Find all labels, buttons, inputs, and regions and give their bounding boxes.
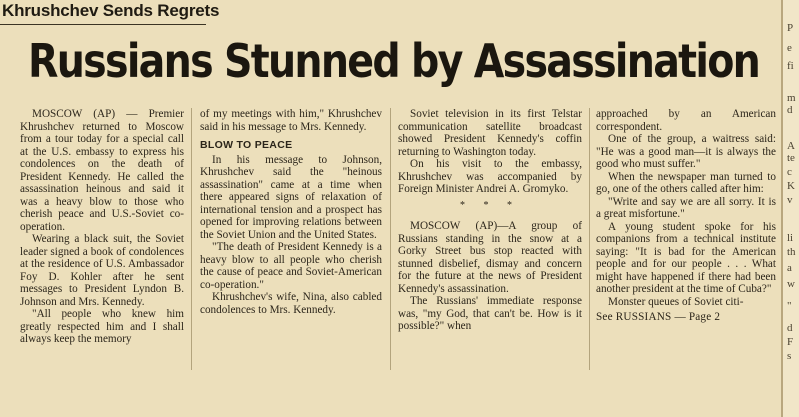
edge-fragment-text: F — [787, 336, 794, 348]
edge-fragment-text: c — [787, 166, 792, 178]
edge-fragment-text: te — [787, 152, 795, 164]
edge-fragment-text: d — [787, 322, 793, 334]
edge-fragment-text: A — [787, 140, 795, 152]
edge-fragment-text: a — [787, 262, 792, 274]
paragraph: MOSCOW (AP) — Premier Khrushchev returned to Moscow from a tour today for a special call at the U.S. embassy to express his condolences on the death of President Kennedy. He called the assassination heinous and said it was a heavy blow to those who cherish peace and U.S.-Soviet co-operation. — [20, 108, 184, 233]
paragraph: "The death of President Kennedy is a heavy blow to all people who cherish the cause of peace and Soviet-American co-operation." — [200, 241, 382, 291]
edge-fragment-text: d — [787, 104, 793, 116]
kicker-headline: Khrushchev Sends Regrets — [2, 1, 220, 20]
edge-fragment-text: s — [787, 350, 792, 362]
column-divider — [390, 108, 391, 370]
column-divider — [589, 108, 590, 370]
paragraph: A young student spoke for his companions from a technical institute saying: "It is bad for the American people and for our people . . . What might have happened if there had been another president at the time of Cuba?" — [596, 220, 776, 295]
edge-fragment-text: w — [787, 278, 795, 290]
paragraph: Monster queues of Soviet citi- — [608, 295, 744, 308]
edge-fragment-text: th — [787, 246, 796, 258]
paragraph: Khrushchev's wife, Nina, also cabled condolences to Mrs. Kennedy. — [200, 291, 382, 316]
continuation-line: See RUSSIANS — Page 2 — [596, 311, 721, 323]
paragraph: "Write and say we are all sorry. It is a great misfortune." — [596, 195, 776, 220]
paragraph: One of the group, a waitress said: "He was a good man—it is always the good who must suffer." — [596, 133, 776, 170]
article-column-2 — [200, 108, 382, 316]
kicker-rule — [0, 24, 206, 25]
edge-fragment-text: " — [787, 300, 792, 312]
adjacent-clipping-fragment — [783, 0, 799, 417]
edge-fragment-text: P — [787, 22, 794, 34]
edge-fragment-text: m — [787, 92, 796, 104]
article-column-4 — [596, 108, 776, 324]
paragraph: In his message to Johnson, Khrushchev said the "heinous assassination" came at a time when there appeared signs of relaxation of international tension and a prospect has opened for improving relations between the Soviet Union and the United States. — [200, 153, 382, 241]
main-headline: Russians Stunned by Assassination — [28, 34, 760, 88]
subheading: BLOW TO PEACE — [200, 139, 293, 151]
edge-fragment-text: v — [787, 194, 793, 206]
article-column-1 — [20, 108, 184, 346]
article-column-3 — [398, 108, 582, 333]
paragraph: of my meetings with him," Khrushchev said in his message to Mrs. Kennedy. — [200, 108, 382, 133]
paragraph: MOSCOW (AP)—A group of Russians standing in the snow at a Gorky Street bus stop reacted with stunned disbelief, dismay and concern for the future at the news of President Kennedy's assassination. — [398, 220, 582, 295]
edge-fragment-text: li — [787, 232, 794, 244]
edge-fragment-text: K — [787, 180, 795, 192]
paragraph: The Russians' immediate response was, "my God, that can't be. How is it possible?" when — [398, 295, 582, 332]
paragraph: Soviet television in its first Telstar communication satellite broadcast showed President Kennedy's coffin returning to Washington today. — [398, 108, 582, 158]
paragraph: "All people who knew him greatly respected him and I shall always keep the memory — [20, 308, 184, 345]
section-separator: * * * — [460, 199, 520, 211]
paragraph: On his visit to the embassy, Khrushchev was accompanied by Foreign Minister Andrei A. Gromyko. — [398, 158, 582, 195]
edge-fragment-text: fi — [787, 60, 794, 72]
column-divider — [191, 108, 192, 370]
edge-fragment-text: e — [787, 42, 792, 54]
paragraph: approached by an American correspondent. — [596, 108, 776, 133]
paragraph: When the newspaper man turned to go, one of the others called after him: — [596, 170, 776, 195]
paragraph: Wearing a black suit, the Soviet leader signed a book of condolences at the residence of U.S. Ambassador Foy D. Kohler after he sent messages to President Lyndon B. Johnson and Mrs. Kennedy. — [20, 233, 184, 308]
